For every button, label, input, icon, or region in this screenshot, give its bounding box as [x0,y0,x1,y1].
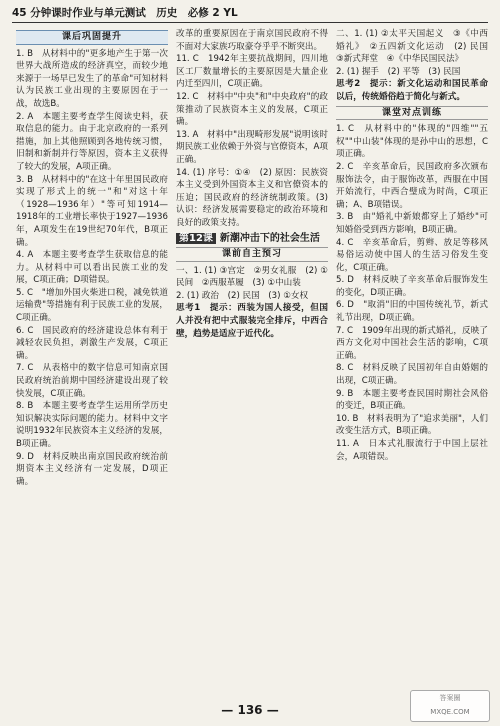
answer-item: 2. (1) 政治 (2) 民国 (3) ①女权 [176,290,309,301]
lesson-title: 新潮冲击下的社会生活 [219,232,320,244]
answer-item: 7. C 从表格中的数字信息可知南京国民政府统治前期中国经济建设出现了较快发展，C项正确。 [16,363,168,399]
answer-item: 3. B 由"婚礼中新娘都穿上了婚纱"可知婚俗受到西方影响，B项正确。 [336,212,488,235]
answer-item: 1. B 从材料中的"更多地产生于第一次世界大战所造成的经济真空，而较少地来源于一场早已发生了的革命"可知材料认为民族工业出现的主要原因在于一战，故选B。 [16,48,168,109]
answer-item: 二、1. (1) ②太平天国起义 ③《中西婚礼》 ②五四新文化运动 (2) 民国 ③新式拜堂 ④《中华民国民法》 [336,29,497,65]
answer-item: 5. C "增加外国火柴进口税，减免铁道运输费"等措施有利于民族工业的发展，C项正确。 [16,287,168,324]
answer-item: 3. B 从材料中的"在这十年里国民政府实现了形式上的统一"和"对这十年（1928—1936年）"等可知1914—1918年的工业增长率快于1927—1936年，A项发生在19世纪70年代，B项正确。 [16,174,168,248]
answer-item: 10. B 材料表明为了"追求美丽"，人们改变生活方式，B项正确。 [336,413,488,437]
answer-item: 思考1 提示：西装为国人接受，但国人并没有把中式服装完全排斥，中西合壁，趋势是适应于近代化。 [176,303,328,339]
page-number: — 136 — [221,703,279,717]
watermark-text: 答案圈 [439,694,461,702]
answer-item: 14. (1) 序号：①④ (2) 原因：民族资本主义受到外国资本主义和官僚资本的压迫；国民政府的经济统制政策。(3) 认识：经济发展需要稳定的政治环境和良好的政策支持。 [176,167,328,228]
answer-item: 2. C 辛亥革命后，民国政府多次颁布服饰法令，由于服饰改革，西服在中国开始流行，中西合璧成为时尚，C项正确；A、B项错误。 [336,161,488,210]
answer-item: 13. A 材料中"出现畸形发展"说明该时期民族工业依赖于外资与官僚资本，A项正确。 [176,129,328,165]
answer-list [176,28,328,230]
answer-item: 2. A 本题主要考查学生阅读史料，获取信息的能力。由于北京政府的一系列措施，加上其他照顾到各地传统习惯，旧制和新制并行等原因，资本主义获得了较大的发展，A项正确。 [16,111,168,172]
answer-item: 1. C 从材料中的"体现的"四维""五权""中山装"体现的是孙中山的思想，C项正确。 [336,124,488,160]
answer-item: 6. D "取消"旧的中国传统礼节，新式礼节出现，D项正确。 [336,300,488,324]
answer-item: 11. A 日本式礼服流行于中国上层社会，A项错误。 [336,439,488,462]
lesson-number: 第12课 [176,233,216,244]
answer-item: 改革的重要原因在于南京国民政府不得不面对大家族巧取豪夺乎乎不断突出。 [176,29,328,52]
page-header: 45 分钟课时作业与单元测试 历史 必修 2 YL [12,4,488,23]
answer-item: 7. C 1909年出现的新式婚礼，反映了西方文化对中国社会生活的影响，C项正确。 [336,325,488,361]
answer-item: 12. C 材料中"中央"和"中央政府"的政策推动了民族资本主义的发展，C项正确。 [176,91,328,128]
answer-list [336,28,497,104]
answer-item: 9. B 本题主要考查民国时期社会风俗的变迁，B项正确。 [336,388,488,412]
answer-item: 4. C 辛亥革命后，剪辫、放足等移风易俗运动使中国人的生活习俗发生变化，C项正确。 [336,237,488,273]
column-2 [176,28,328,698]
section-title: 课后巩固提升 [16,30,168,45]
watermark-logo [410,690,490,722]
answer-item: 6. C 国民政府的经济建设总体有利于减轻农民负担，剥激生产发展，C项正确。 [16,325,168,361]
column-3 [336,28,497,698]
answer-list [176,265,328,341]
answer-item: 8. B 本题主要考查学生运用所学历史知识解决实际问题的能力。材料中文字说明1932年民族资本主义经济的发展，B项正确。 [16,401,168,449]
answer-item: 一、1. (1) ③宫定 ②男女礼服 (2) ①民间 ②西服革履 (3) ①中山装 [176,265,328,289]
answer-item: 4. A 本题主要考查学生获取信息的能力。从材料中可以看出民族工业的发展，C项正确；D项错误。 [16,250,168,286]
lesson-heading [176,233,328,246]
column-1 [16,28,168,698]
answer-item: 思考2 提示：新文化运动和国民革命以后，传统婚俗趋于简化与新式。 [336,79,488,102]
section-title: 课堂对点训练 [336,106,488,121]
answer-item: 8. C 材料反映了民国初年自由婚姻的出现，C项正确。 [336,363,488,387]
answer-list [16,48,168,489]
answer-item: 9. D 材料反映出南京国民政府统治前期资本主义经济有一定发展，D项正确。 [16,451,168,487]
watermark-url: MXQE.COM [430,708,470,716]
answer-list [336,123,488,463]
answer-item: 2. (1) 握手 (2) 平等 (3) 民国 [336,66,461,77]
section-title: 课前自主预习 [176,247,328,262]
answer-item: 5. D 材料反映了辛亥革命后服饰发生的变化，D项正确。 [336,275,488,298]
answer-item: 11. C 1942年主要抗战期间，四川地区工厂数量增长的主要原因是大量企业内迁至四川，C项正确。 [176,54,328,90]
